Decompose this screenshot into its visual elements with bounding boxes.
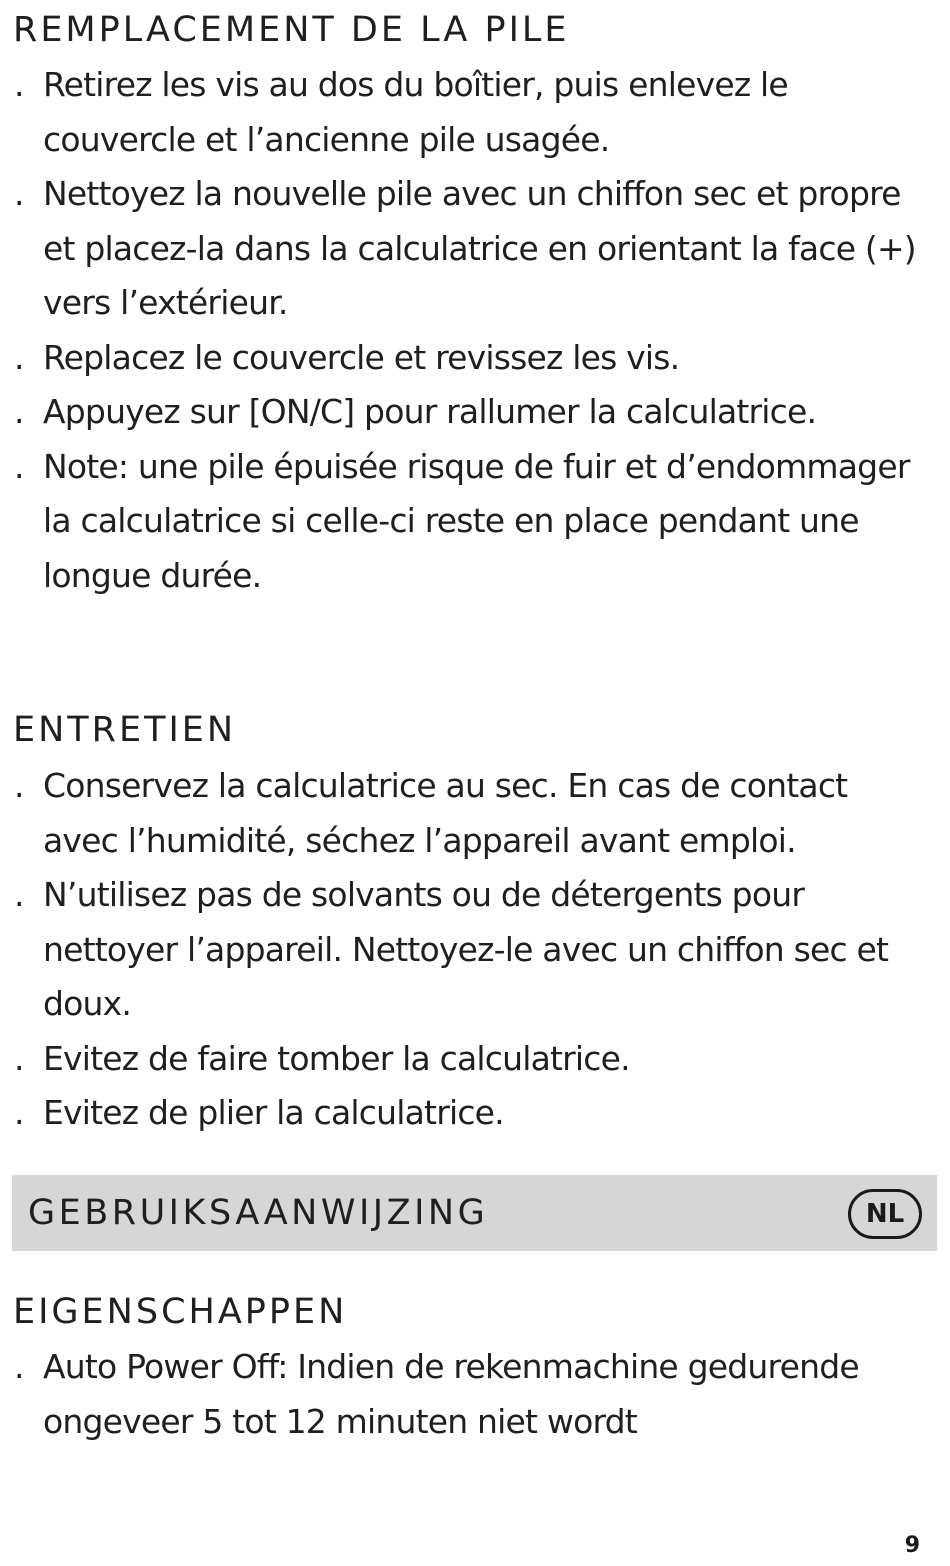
bullet: . xyxy=(14,875,24,914)
list-item: . Evitez de faire tomber la calculatrice. xyxy=(0,1032,923,1087)
bullet: . xyxy=(14,65,24,104)
list-item: . Conservez la calculatrice au sec. En cas de contact avec l’humidité, séchez l’appareil avant emploi. xyxy=(0,759,923,868)
list-item: . Replacez le couvercle et revissez les vis. xyxy=(0,331,923,386)
bullet: . xyxy=(14,1038,24,1078)
features-list xyxy=(0,1340,923,1449)
language-section-band xyxy=(12,1175,937,1251)
bullet: . xyxy=(14,337,24,377)
page-number: 9 xyxy=(904,1533,920,1558)
maintenance-heading: ENTRETIEN xyxy=(13,710,237,750)
bullet: . xyxy=(14,392,24,431)
bullet: . xyxy=(14,1347,24,1386)
battery-replacement-list xyxy=(0,58,923,603)
list-item: . Auto Power Off: Indien de rekenmachine gedurende ongeveer 5 tot 12 minuten niet wordt xyxy=(0,1340,923,1449)
bullet: . xyxy=(14,766,24,805)
bullet: . xyxy=(14,174,24,213)
list-item: . Appuyez sur [ON/C] pour rallumer la calculatrice. xyxy=(0,385,923,440)
bullet: . xyxy=(14,1093,24,1132)
list-item: . Nettoyez la nouvelle pile avec un chiffon sec et propre et placez-la dans la calculatrice en orientant la face (+) vers l’extérieur. xyxy=(0,167,923,331)
language-badge: NL xyxy=(848,1189,922,1239)
list-item: . N’utilisez pas de solvants ou de détergents pour nettoyer l’appareil. Nettoyez-le avec un chiffon sec et doux. xyxy=(0,868,923,1032)
language-section-title: GEBRUIKSAANWIJZING xyxy=(28,1193,489,1233)
bullet: . xyxy=(14,446,24,486)
features-heading: EIGENSCHAPPEN xyxy=(13,1292,348,1332)
list-item: . Evitez de plier la calculatrice. xyxy=(0,1086,923,1141)
list-item: . Retirez les vis au dos du boîtier, puis enlevez le couvercle et l’ancienne pile usagée. xyxy=(0,58,923,167)
battery-replacement-heading: REMPLACEMENT DE LA PILE xyxy=(13,10,570,50)
maintenance-list xyxy=(0,759,923,1141)
list-item: . Note: une pile épuisée risque de fuir et d’endommager la calculatrice si celle-ci reste en place pendant une longue durée. xyxy=(0,440,923,604)
